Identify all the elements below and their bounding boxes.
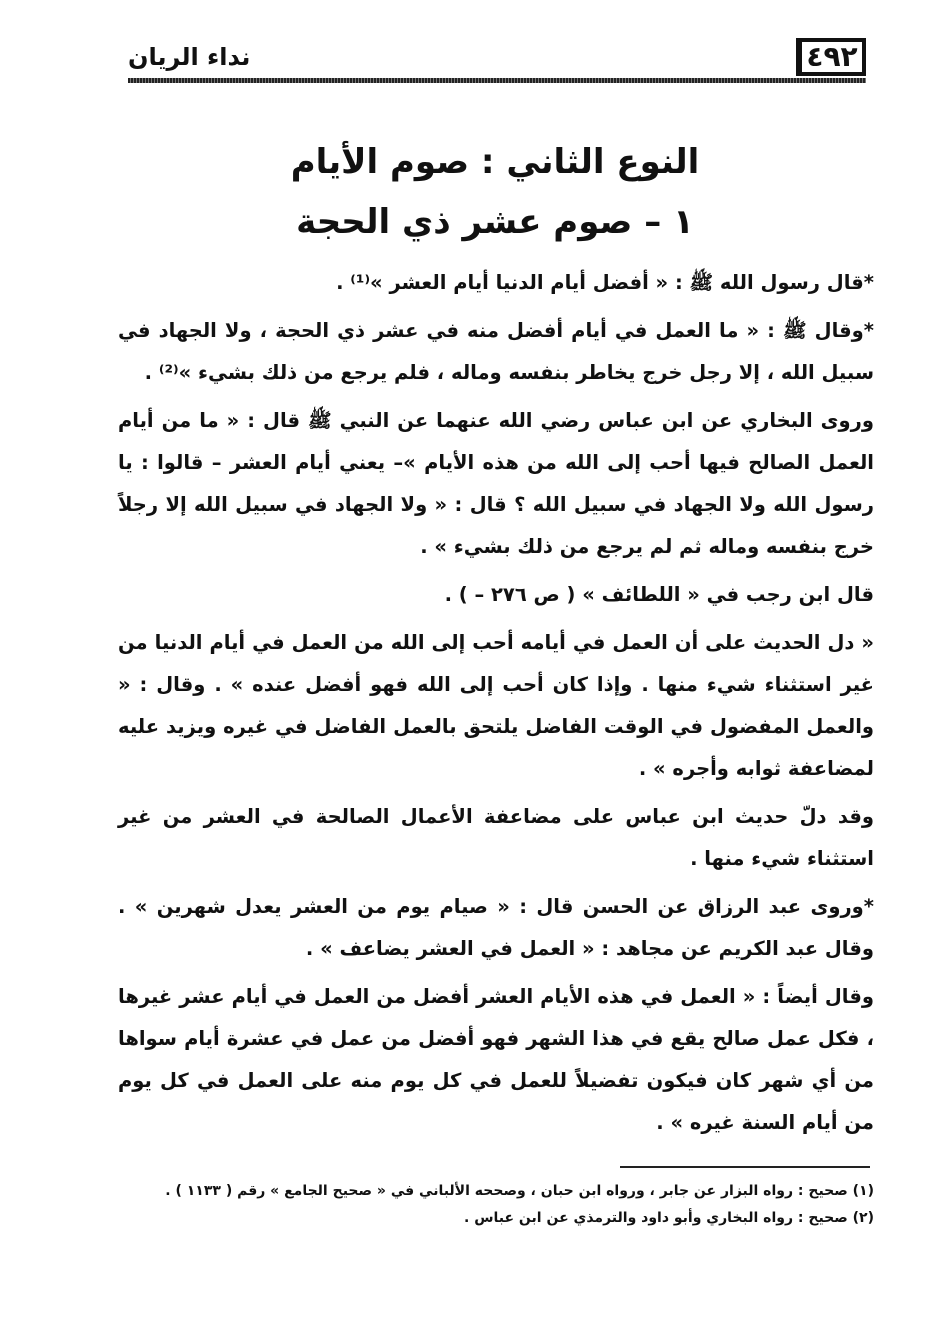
header-rule <box>128 78 866 83</box>
book-title: نداء الريان <box>128 43 251 71</box>
footnotes <box>118 1178 874 1232</box>
subsection-heading: ١ – صوم عشر ذي الحجة <box>296 202 694 242</box>
section-heading: النوع الثاني : صوم الأيام <box>290 142 700 182</box>
paragraph: قال ابن رجب في « اللطائف » ( ص ٢٧٦ – ) . <box>444 583 874 606</box>
paragraph: *وروى عبد الرزاق عن الحسن قال : « صيام يوم من العشر يعدل شهرين » . وقال عبد الكريم عن مجاهد : « العمل في العشر يضاعف » . <box>118 895 874 960</box>
paragraph: وقد دلّ حديث ابن عباس على مضاعفة الأعمال الصالحة في العشر من غير استثناء شيء منها . <box>118 805 874 870</box>
paragraph: وقال أيضاً : « العمل في هذه الأيام العشر أفضل من العمل في أيام عشر غيرها ، فكل عمل صالح يقع في هذا الشهر فهو أفضل من عمل في عشرة أيام سواها من أي شهر كان فيكون تفضيلاً للعمل في كل يوم منه على العمل في كل يوم من أيام السنة غيره » . <box>118 985 874 1134</box>
paragraph: *وقال ﷺ : « ما العمل في أيام أفضل منه في عشر ذي الحجة ، ولا الجهاد في سبيل الله ، إلا رجل خرج يخاطر بنفسه وماله ، فلم يرجع من ذلك بشيء »⁽²⁾ . <box>118 319 874 384</box>
body-text <box>118 262 874 1144</box>
footnote: (١) صحيح : رواه البزار عن جابر ، ورواه ابن حبان ، وصححه الألباني في « صحيح الجامع » رقم ( ١١٣٣ ) . <box>165 1183 874 1199</box>
page-number: ٤٩٢ <box>796 38 866 76</box>
footnote-rule <box>620 1166 870 1168</box>
paragraph: وروى البخاري عن ابن عباس رضي الله عنهما عن النبي ﷺ قال : « ما من أيام العمل الصالح فيها أحب إلى الله من هذه الأيام »– يعني أيام العشر – قالوا : يا رسول الله ولا الجهاد في سبيل الله ؟ قال : « ولا الجهاد في سبيل الله إلا رجلاً خرج بنفسه وماله ثم لم يرجع من ذلك بشيء » . <box>118 409 874 558</box>
paragraph: « دل الحديث على أن العمل في أيامه أحب إلى الله من العمل في أيام الدنيا من غير استثناء شيء منها . وإذا كان أحب إلى الله فهو أفضل عنده » . وقال : « والعمل المفضول في الوقت الفاضل يلتحق بالعمل الفاضل في غيره ويزيد عليه لمضاعفة ثوابه وأجره » . <box>118 631 874 780</box>
footnote: (٢) صحيح : رواه البخاري وأبو داود والترمذي عن ابن عباس . <box>464 1210 874 1226</box>
paragraph: *قال رسول الله ﷺ : « أفضل أيام الدنيا أيام العشر »⁽¹⁾ . <box>336 271 874 294</box>
